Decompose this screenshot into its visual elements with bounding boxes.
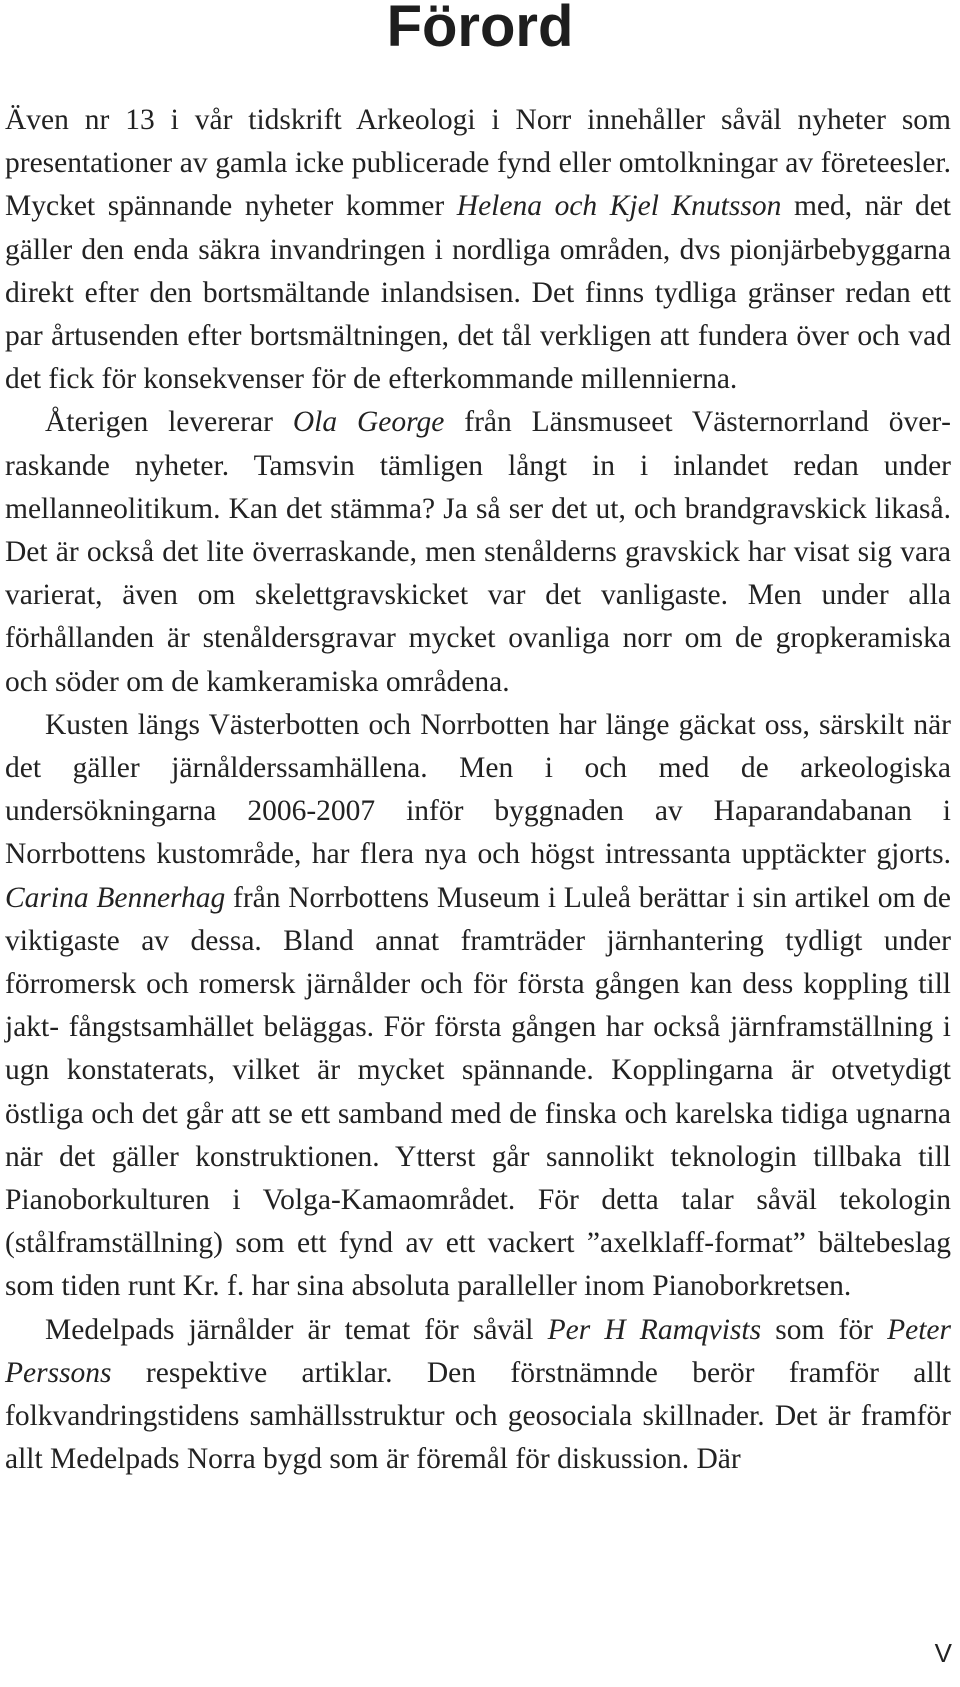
- paragraph-3-text-1: Kusten längs Västerbotten och Norrbotten har länge gäckat oss, särskilt när det gäller järnålderssamhällena. Men i och med de arkeologiska undersökningarna 2006-2007 inför byggnaden av Haparandabanan i Norrbottens kustområde, har flera nya och högst intressanta upptäckter gjorts.: [5, 708, 951, 871]
- paragraph-1-text-1: Även nr 13 i vår tidskrift Arkeologi i Norr innehåller såväl nyheter som presentationer av gamla icke publicerade fynd eller omtolkningar av företeesler. Mycket spännande nyheter kommer: [5, 104, 951, 223]
- author-name-george: Ola George: [292, 406, 445, 439]
- paragraph-3-text-2: från Norrbottens Museum i Luleå berättar i sin artikel om de viktigaste av dessa. Bland annat framträder järnhantering tydligt under förromersk och romersk järnålder och för första gången kan dess koppling till jakt- fångstsamhället beläggas. För första gången har också järnframställning i ugn konstaterats, vilket är mycket spännande. Kopplingarna är otvetydigt östliga och det går att se ett samband med de finska och karelska tidiga ugnarna när det gäller konstruktionen. Ytterst går sannolikt teknologin tillbaka till Pianoborkulturen i Volga-Kamaområdet. För detta talar såväl tekologin (stålframställning) som ett fynd av ett vackert ”axelklaff-format” bältebeslag som tiden runt Kr. f. har sina absoluta paralleller inom Pianoborkretsen.: [5, 881, 951, 1303]
- author-name-knutsson: Helena och Kjel Knutsson: [456, 190, 782, 223]
- paragraph-2: [5, 401, 951, 703]
- paragraph-4-text-1: Medelpads järnålder är temat för såväl: [45, 1313, 548, 1346]
- page-number: V: [934, 1638, 952, 1668]
- author-name-bennerhag: Carina Bennerhag: [5, 881, 226, 914]
- paragraph-4-text-2: som för: [761, 1313, 888, 1346]
- paragraph-1: [5, 99, 951, 401]
- body-text: [5, 99, 951, 1482]
- paragraph-1-text-2: med, när det gäller den enda säkra invandringen i nordliga områden, dvs pionjärbebyggarna direkt efter den bortsmältande inlandsisen. Det finns tydliga gränser redan ett par årtusenden efter bortsmältningen, det tål verkligen att fundera över och vad det fick för konsekvenser för de efterkommande millennierna.: [5, 190, 952, 396]
- paragraph-2-text-1: Återigen levererar: [45, 406, 293, 439]
- paragraph-2-text-2: från Länsmuseet Västernorrland överraskande nyheter. Tamsvin tämligen långt in i inlandet redan under mellanneolitikum. Kan det stämma? Ja så ser det ut, och brandgravskick likaså. Det är också det lite överraskande, men stenålderns gravskick har visat sig vara varierat, även om skelettgravskicket var det vanligaste. Men under alla förhållanden är stenåldersgravar mycket ovanliga norr om de gropkeramiska och söder om de kamkeramiska områdena.: [5, 406, 951, 698]
- paragraph-3: [5, 704, 951, 1309]
- author-name-persson: Peter Perssons: [5, 1313, 951, 1389]
- paragraph-4-text-3: respektive artiklar. Den förstnämnde berör framför allt folkvandringstidens samhällsstruktur och geosociala skillnader. Det är framför allt Medelpads Norra bygd som är föremål för diskussion. Där: [5, 1356, 951, 1476]
- paragraph-4: [5, 1309, 951, 1482]
- author-name-ramqvist: Per H Ramqvists: [547, 1313, 762, 1346]
- page-title: Förord: [386, 0, 574, 59]
